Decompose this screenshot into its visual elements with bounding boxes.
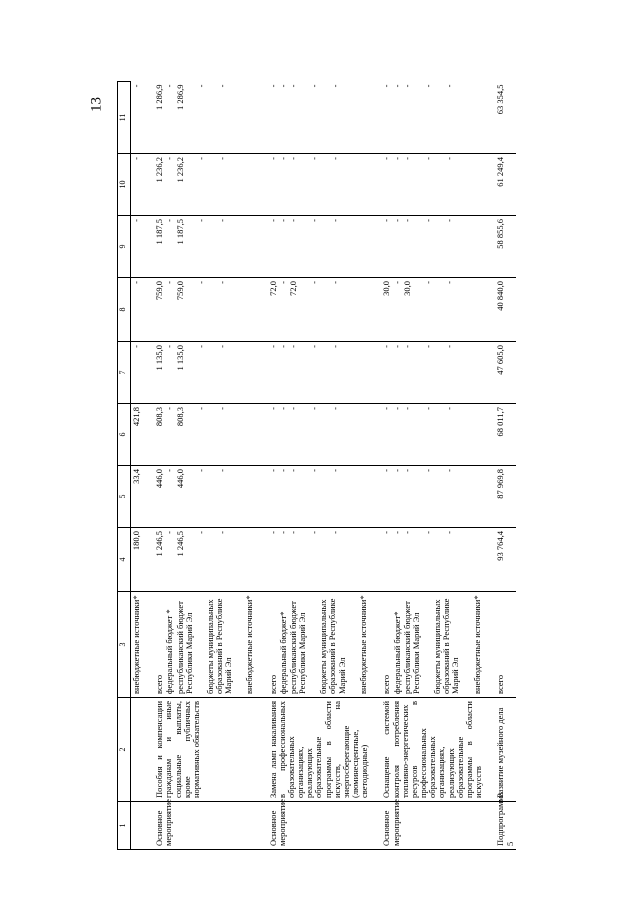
value-cell	[131, 278, 144, 342]
amount: -	[195, 469, 206, 472]
amount: 93 764,4	[495, 531, 506, 561]
amount: -	[401, 345, 412, 348]
amount: -	[287, 469, 298, 472]
amount: -	[381, 84, 392, 88]
funding-source: внебюджетные источники*	[244, 595, 255, 694]
row-title-cell: Замена ламп накаливания в профессиональных образовательных организациях, реализующих образовательные программы в области искусств, на энергосберегающие (люминесцентные, светодиодные)	[257, 698, 371, 802]
amount: 33,4	[131, 469, 141, 484]
amount: -	[216, 84, 227, 88]
amount: 30,0	[381, 281, 392, 296]
amount: 759,0	[174, 281, 185, 301]
amount: -	[309, 345, 320, 348]
table-body	[131, 82, 516, 850]
value-cell	[370, 278, 484, 342]
amount: -	[391, 281, 402, 284]
funding-source: федеральный бюджет*	[391, 611, 402, 694]
value-cell	[131, 342, 144, 404]
amount: -	[381, 219, 392, 222]
amount: 30,0	[401, 281, 412, 296]
funding-source: всего	[267, 674, 278, 694]
amount: -	[309, 531, 320, 534]
amount: -	[267, 219, 278, 222]
amount: 87 969,8	[495, 469, 506, 499]
amount: 1 286,9	[154, 84, 165, 110]
amount: -	[309, 157, 320, 160]
funding-source-cell	[143, 592, 256, 698]
value-cell	[484, 528, 515, 592]
funding-source-cell	[131, 592, 144, 698]
column-header: 9	[118, 216, 131, 278]
amount: -	[277, 157, 288, 160]
column-header: 3	[118, 592, 131, 698]
value-cell	[370, 82, 484, 154]
column-header: 10	[118, 154, 131, 216]
amount: -	[401, 84, 412, 88]
amount: -	[164, 281, 175, 284]
funding-source: бюджеты муниципальных образований в Республике Марий Эл	[204, 598, 234, 694]
amount: -	[267, 407, 278, 410]
table-row	[370, 82, 484, 850]
value-cell	[370, 154, 484, 216]
value-cell	[484, 82, 515, 154]
amount: -	[277, 469, 288, 472]
amount: -	[330, 157, 341, 160]
column-header: 8	[118, 278, 131, 342]
value-cell	[131, 466, 144, 528]
amount: -	[330, 281, 341, 284]
value-cell	[131, 404, 144, 466]
amount: -	[195, 84, 206, 88]
amount: -	[422, 157, 433, 160]
amount: -	[287, 345, 298, 348]
amount: -	[381, 345, 392, 348]
row-type-cell: Основное мероприятие	[370, 802, 484, 850]
value-cell	[257, 154, 371, 216]
amount: -	[381, 469, 392, 472]
amount: -	[131, 219, 141, 222]
amount: -	[391, 219, 402, 222]
funding-source: республиканский бюджет Республики Марий Эл	[174, 601, 194, 694]
column-header: 11	[118, 82, 131, 154]
amount: -	[422, 281, 433, 284]
amount: -	[422, 219, 433, 222]
value-cell	[143, 82, 256, 154]
amount: -	[267, 157, 278, 160]
amount: -	[381, 531, 392, 534]
amount: -	[195, 531, 206, 534]
column-header: 6	[118, 404, 131, 466]
value-cell	[143, 342, 256, 404]
row-type-cell: Основное мероприятие	[143, 802, 256, 850]
amount: -	[216, 407, 227, 410]
row-title-cell: Оснащение системой контроля потребления топливно-энергетических ресурсов в профессиональных образовательных организациях, реализующих образовательные программы в области искусств	[370, 698, 484, 802]
value-cell	[131, 216, 144, 278]
amount: -	[164, 345, 175, 348]
amount: -	[216, 345, 227, 348]
value-cell	[257, 216, 371, 278]
value-cell	[370, 342, 484, 404]
amount: 180,0	[131, 531, 141, 551]
value-cell	[257, 278, 371, 342]
value-cell	[484, 466, 515, 528]
value-cell	[257, 528, 371, 592]
row-title-cell: Развитие музейного дела	[484, 698, 515, 802]
amount: 1 236,2	[174, 157, 185, 183]
amount: -	[391, 345, 402, 348]
funding-source: всего	[154, 674, 165, 694]
value-cell	[131, 82, 144, 154]
table-row	[131, 82, 144, 850]
value-cell	[143, 278, 256, 342]
amount: -	[216, 531, 227, 534]
amount: -	[131, 157, 141, 160]
column-header: 4	[118, 528, 131, 592]
amount: -	[330, 469, 341, 472]
amount: -	[309, 84, 320, 88]
funding-source: внебюджетные источники*	[471, 595, 482, 694]
amount: -	[444, 345, 455, 348]
amount: -	[422, 84, 433, 88]
amount: -	[422, 345, 433, 348]
row-title-cell: Пособия и компенсации гражданам и иные социальные выплаты, кроме публичных нормативных обязательств	[143, 698, 256, 802]
amount: -	[164, 84, 175, 88]
amount: 63 354,5	[495, 84, 506, 115]
amount: -	[277, 281, 288, 284]
amount: 759,0	[154, 281, 165, 301]
amount: -	[444, 219, 455, 222]
value-cell	[257, 404, 371, 466]
amount: -	[391, 84, 402, 88]
amount: -	[277, 531, 288, 534]
table-row	[143, 82, 256, 850]
amount: -	[287, 84, 298, 88]
value-cell	[131, 154, 144, 216]
amount: -	[444, 531, 455, 534]
amount: -	[422, 531, 433, 534]
amount: -	[330, 345, 341, 348]
amount: 1 236,2	[154, 157, 165, 183]
value-cell	[143, 154, 256, 216]
row-type-cell: Подпрограмма 5	[484, 802, 515, 850]
amount: 421,8	[131, 407, 141, 427]
funding-source: бюджеты муниципальных образований в Республике Марий Эл	[432, 598, 461, 694]
value-cell	[143, 528, 256, 592]
amount: 1 246,5	[174, 531, 185, 557]
amount: -	[381, 157, 392, 160]
amount: -	[216, 219, 227, 222]
amount: -	[381, 407, 392, 410]
funding-source: федеральный бюджет*	[277, 611, 288, 694]
amount: -	[164, 219, 175, 222]
amount: -	[216, 469, 227, 472]
amount: -	[391, 407, 402, 410]
amount: 40 840,0	[495, 281, 506, 311]
amount: -	[195, 281, 206, 284]
amount: -	[195, 219, 206, 222]
amount: 1 187,5	[174, 219, 185, 245]
amount: -	[422, 407, 433, 410]
amount: -	[277, 345, 288, 348]
amount: -	[287, 219, 298, 222]
funding-source: всего	[381, 674, 392, 694]
amount: -	[401, 469, 412, 472]
value-cell	[257, 342, 371, 404]
amount: -	[444, 469, 455, 472]
value-cell	[370, 528, 484, 592]
amount: -	[216, 157, 227, 160]
amount: 446,0	[154, 469, 165, 489]
row-type-cell	[131, 802, 144, 850]
amount: -	[444, 84, 455, 88]
value-cell	[370, 216, 484, 278]
amount: 1 246,5	[154, 531, 165, 557]
amount: 808,3	[154, 407, 165, 427]
amount: -	[131, 84, 141, 88]
value-cell	[484, 216, 515, 278]
amount: -	[267, 469, 278, 472]
amount: 58 855,6	[495, 219, 506, 249]
budget-table	[117, 81, 516, 850]
funding-source-cell	[370, 592, 484, 698]
amount: -	[391, 531, 402, 534]
amount: -	[277, 407, 288, 410]
amount: -	[401, 531, 412, 534]
amount: -	[267, 345, 278, 348]
value-cell	[131, 528, 144, 592]
amount: 1 135,0	[154, 345, 165, 371]
value-cell	[484, 278, 515, 342]
amount: -	[164, 407, 175, 410]
amount: -	[195, 407, 206, 410]
funding-source: всего	[495, 674, 506, 694]
amount: -	[444, 157, 455, 160]
amount: 72,0	[287, 281, 298, 296]
amount: -	[422, 469, 433, 472]
row-type-cell: Основное мероприятие	[257, 802, 371, 850]
page-number: 13	[88, 97, 105, 112]
amount: -	[444, 407, 455, 410]
amount: -	[391, 157, 402, 160]
funding-source: федеральный бюджет *	[164, 609, 175, 694]
amount: -	[444, 281, 455, 284]
amount: -	[195, 157, 206, 160]
value-cell	[370, 466, 484, 528]
funding-source: республиканский бюджет Республики Марий Эл	[401, 601, 421, 694]
table-row	[257, 82, 371, 850]
amount: 72,0	[267, 281, 278, 296]
amount: -	[330, 219, 341, 222]
value-cell	[143, 404, 256, 466]
value-cell	[484, 154, 515, 216]
amount: -	[330, 407, 341, 410]
amount: -	[267, 531, 278, 534]
value-cell	[257, 466, 371, 528]
amount: -	[277, 219, 288, 222]
value-cell	[143, 466, 256, 528]
amount: -	[216, 281, 227, 284]
amount: -	[330, 84, 341, 88]
value-cell	[370, 404, 484, 466]
amount: -	[195, 345, 206, 348]
amount: -	[309, 219, 320, 222]
amount: -	[164, 531, 175, 534]
amount: -	[131, 345, 141, 348]
value-cell	[484, 404, 515, 466]
value-cell	[257, 82, 371, 154]
table-row	[484, 82, 515, 850]
column-header: 7	[118, 342, 131, 404]
amount: -	[309, 407, 320, 410]
amount: -	[309, 469, 320, 472]
amount: 1 135,0	[174, 345, 185, 371]
amount: -	[330, 531, 341, 534]
amount: -	[267, 84, 278, 88]
amount: -	[277, 84, 288, 88]
amount: -	[164, 469, 175, 472]
amount: -	[309, 281, 320, 284]
amount: 808,3	[174, 407, 185, 427]
column-header: 1	[118, 802, 131, 850]
amount: -	[287, 157, 298, 160]
column-header: 2	[118, 698, 131, 802]
amount: -	[287, 531, 298, 534]
funding-source-cell	[257, 592, 371, 698]
funding-source: бюджеты муниципальных образований в Республике Марий Эл	[318, 598, 347, 694]
value-cell	[143, 216, 256, 278]
column-number-row	[118, 82, 131, 850]
budget-table-container	[117, 82, 640, 850]
amount: -	[131, 281, 141, 284]
amount: -	[391, 469, 402, 472]
column-header: 5	[118, 466, 131, 528]
row-title-cell	[131, 698, 144, 802]
funding-source: республиканский бюджет Республики Марий Эл	[287, 601, 308, 694]
amount: 446,0	[174, 469, 185, 489]
amount: -	[287, 407, 298, 410]
amount: 1 286,9	[174, 84, 185, 110]
amount: -	[401, 157, 412, 160]
funding-source: внебюджетные источники*	[131, 595, 141, 694]
value-cell	[484, 342, 515, 404]
funding-source-cell	[484, 592, 515, 698]
funding-source: внебюджетные источники*	[357, 595, 368, 694]
amount: -	[401, 219, 412, 222]
amount: 1 187,5	[154, 219, 165, 245]
amount: -	[401, 407, 412, 410]
amount: -	[164, 157, 175, 160]
amount: 68 011,7	[495, 407, 506, 437]
amount: 61 249,4	[495, 157, 506, 187]
amount: 47 605,0	[495, 345, 506, 375]
